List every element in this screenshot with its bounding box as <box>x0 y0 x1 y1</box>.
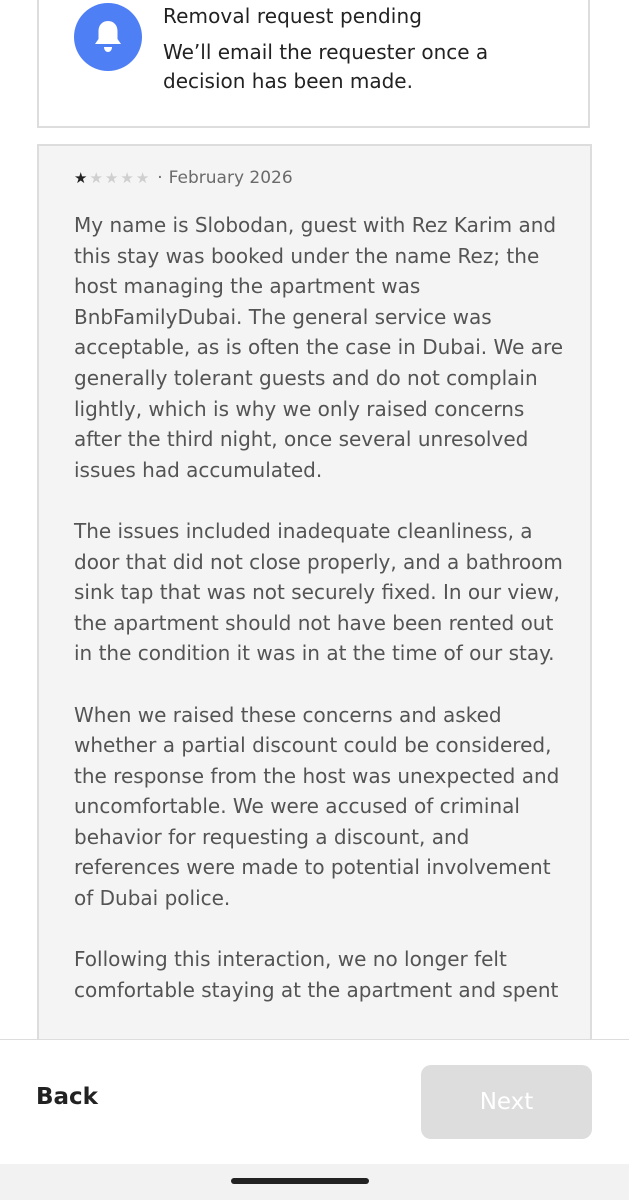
star-empty-icon: ★ <box>104 169 119 187</box>
review-paragraph: Following this interaction, we no longer felt comfortable staying at the apartment and spent <box>74 947 559 1002</box>
home-indicator[interactable] <box>231 1178 369 1184</box>
review-paragraph: When we raised these concerns and asked whether a partial discount could be considered, the response from the host was unexpected and uncomfortable. We were accused of criminal behavior for requesting a discount, and references were made to potential involvement of Dubai police. <box>74 702 560 911</box>
next-button[interactable]: Next <box>421 1065 592 1139</box>
bottom-nav-bar <box>0 1039 629 1165</box>
star-empty-icon: ★ <box>120 169 134 187</box>
meta-separator: · <box>157 168 163 188</box>
review-paragraph: My name is Slobodan, guest with Rez Karim and this stay was booked under the name Rez; the host managing the apartment was BnbFamilyDubai. The general service was acceptable, as is often the case in Dubai. We are generally tolerant guests and do not complain lightly, which is why we only raised concerns after the third night, once several unresolved issues had accumulated. <box>74 213 564 482</box>
home-indicator-area <box>0 1164 629 1200</box>
notice-icon-badge <box>74 3 142 71</box>
notice-title: Removal request pending <box>163 4 423 28</box>
star-empty-icon: ★ <box>135 169 150 187</box>
back-button[interactable]: Back <box>36 1084 98 1110</box>
review-meta <box>74 168 293 188</box>
review-paragraph: The issues included inadequate cleanliness, a door that did not close properly, and a bathroom sink tap that was not securely fixed. In our view, the apartment should not have been rented out in the condition it was in at the time of our stay. <box>74 518 563 666</box>
notice-body: We’ll email the requester once a decision has been made. <box>163 40 489 93</box>
star-empty-icon: ★ <box>89 169 103 187</box>
bell-icon <box>92 19 124 55</box>
star-filled-icon: ★ <box>74 169 88 187</box>
removal-notice-card <box>37 0 590 128</box>
review-card <box>37 144 592 1074</box>
review-date: February 2026 <box>168 168 293 188</box>
review-text <box>74 210 564 1036</box>
